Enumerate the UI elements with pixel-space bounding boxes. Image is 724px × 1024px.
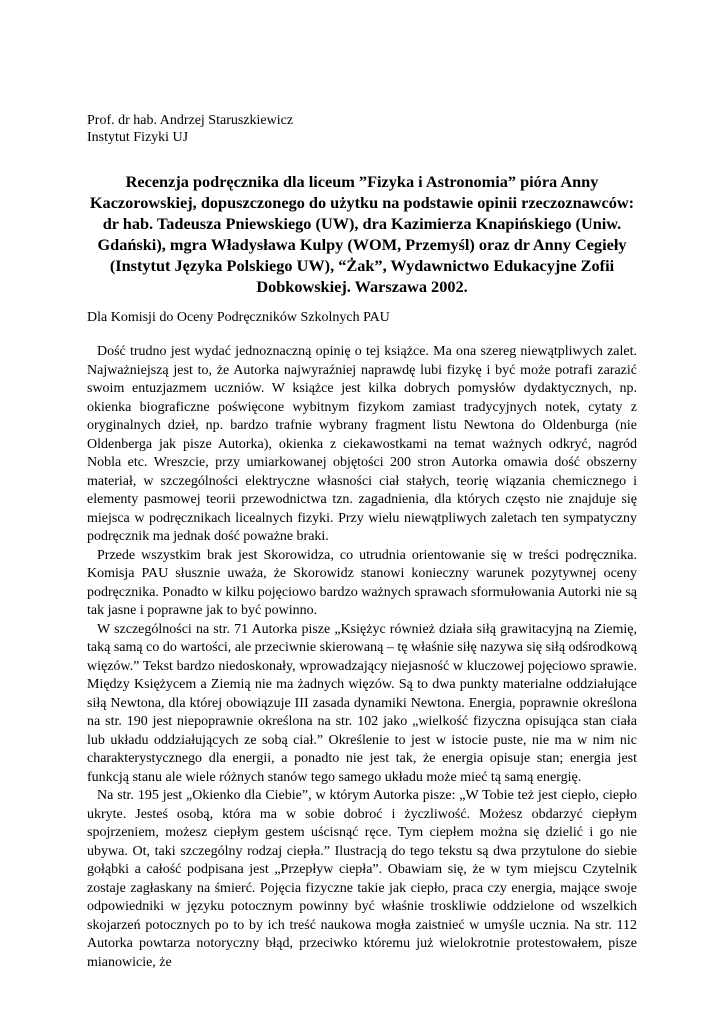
paragraph-2: Przede wszystkim brak jest Skorowidza, co utrudnia orientowanie się w treści podręcznika. Komisja PAU słusznie uważa, że Skorowidz stanowi konieczny warunek pozytywnej oceny podręcznika. Ponadto w kilku pojęciowo bardzo ważnych sprawach sformułowania Autorki nie są tak jasne i poprawne jak to być powinno.: [87, 547, 637, 618]
document-page: [87, 112, 637, 972]
paragraph-3: W szczególności na str. 71 Autorka pisze „Księżyc również działa siłą grawitacyjną na Ziemię, taką samą co do wartości, ale przeciwnie skierowaną – tę właśnie siłę nazywa się siłą odśrodkową więzów.” Tekst bardzo niedoskonały, wprowadzający niejasność w kluczowej pojęciowo sprawie. Między Księżycem a Ziemią nie ma żadnych więzów. Są to dwa punkty materialne oddziałujące siłą Newtona, dla której obowiązuje III zasada dynamiki Newtona. Energia, poprawnie określona na str. 190 jest niepoprawnie określona na str. 102 jako „wielkość fizyczna opisująca stan ciała lub układu oddziałujących ze sobą ciał.” Określenie to jest w istocie puste, nie ma w nim nic charakterystycznego dla energii, a ponadto nie jest tak, że energia opisuje stan; energia jest funkcją stanu ale wiele różnych stanów tego samego układu może mieć tą samą energię.: [87, 621, 637, 785]
paragraph-4: Na str. 195 jest „Okienko dla Ciebie”, w którym Autorka pisze: „W Tobie też jest ciepło, ciepło ukryte. Jesteś osobą, która ma w sobie dobroć i życzliwość. Możesz obdarzyć ciepłym spojrzeniem, możesz ciepłym gestem uścisnąć ręce. Tym ciepłem można się dzielić i go nie ubywa. Ot, taki szczególny rodzaj ciepła.” Ilustracją do tego tekstu są dwa przytulone do siebie gołąbki a całość podpisana jest „Przepływ ciepła”. Obawiam się, że w tym miejscu Czytelnik zostaje zagłaskany na śmierć. Pojęcia fizyczne takie jak ciepło, praca czy energia, mające swoje odpowiedniki w języku potocznym powinny być właśnie troskliwie oddzielone od wszelkich skojarzeń potocznych po to by ich treść naukowa mogła zaistnieć w umyśle ucznia. Na str. 112 Autorka powtarza notoryczny błąd, przeciwko któremu już wielokrotnie protestowałem, pisze mianowicie, że: [87, 788, 637, 970]
author-institute: Instytut Fizyki UJ: [87, 130, 189, 145]
dedication-line: Dla Komisji do Oceny Podręczników Szkolnych PAU: [87, 310, 390, 325]
paragraph-1: Dość trudno jest wydać jednoznaczną opinię o tej książce. Ma ona szereg niewątpliwych zalet. Najważniejszą jest to, że Autorka najwyraźniej naprawdę lubi fizykę i być może potrafi zarazić swoim entuzjazmem uczniów. W książce jest kilka dobrych pomysłów dydaktycznych, np. okienka biograficzne poświęcone wybitnym fizykom zamiast tradycyjnych notek, cytaty z oryginalnych dzieł, np. bardzo trafnie wybrany fragment listu Newtona do Oldenburga (nie Oldenberga jak pisze Autorka), okienka z ciekawostkami na temat ważnych odkryć, nagród Nobla etc. Wreszcie, przy umiarkowanej objętości 200 stron Autorka omawia dość obszerny materiał, w szczególności elektryczne własności ciał stałych, teorię wiązania chemicznego i elementy pasmowej teorii przewodnictwa tzn. zagadnienia, dla których często nie znajduje się miejsca w podręcznikach licealnych fizyki. Przy wielu niewątpliwych zaletach ten sympatyczny podręcznik ma jednak dość poważne braki.: [87, 344, 637, 544]
review-body: [87, 343, 637, 972]
author-name: Prof. dr hab. Andrzej Staruszkiewicz: [87, 113, 294, 128]
review-title: Recenzja podręcznika dla liceum ”Fizyka i Astronomia” pióra Anny Kaczorowskiej, dopuszczonego do użytku na podstawie opinii rzeczoznawców: dr hab. Tadeusza Pniewskiego (UW), dra Kazimierza Knapińskiego (Uniw. Gdański), mgra Władysława Kulpy (WOM, Przemyśl) oraz dr Anny Cegieły (Instytut Języka Polskiego UW), “Żak”, Wydawnictwo Edukacyjne Zofii Dobkowskiej. Warszawa 2002.: [89, 172, 635, 296]
author-block: [87, 112, 637, 146]
